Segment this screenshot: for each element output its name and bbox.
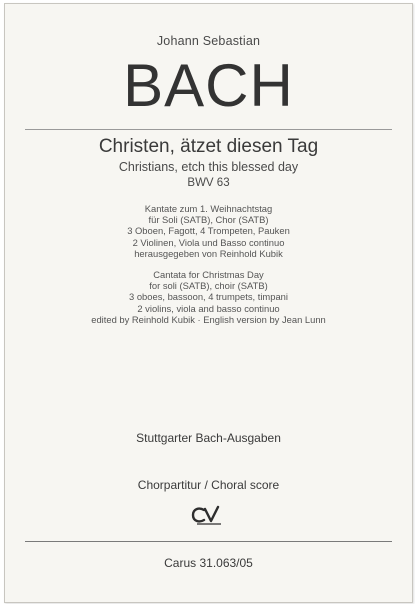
description-line: herausgegeben von Reinhold Kubik <box>134 247 283 259</box>
description-line: 3 Oboen, Fagott, 4 Trompeten, Pauken <box>127 225 290 237</box>
bwv-number: BWV 63 <box>187 177 230 189</box>
description-line: Kantate zum 1. Weihnachtstag <box>144 203 273 214</box>
description-line: Cantata for Christmas Day <box>153 269 264 280</box>
german-description <box>5 203 412 259</box>
top-divider <box>25 129 392 130</box>
english-description <box>5 269 412 325</box>
score-cover <box>4 3 413 603</box>
work-title-german: Christen, ätzet diesen Tag <box>98 136 319 157</box>
work-title-english: Christians, etch this blessed day <box>118 160 299 174</box>
edition-type: Chorpartitur / Choral score <box>137 478 280 492</box>
description-line: for soli (SATB), choir (SATB) <box>149 280 268 292</box>
description-line: für Soli (SATB), Chor (SATB) <box>148 214 269 226</box>
description-line: 2 Violinen, Viola und Basso continuo <box>132 236 285 248</box>
series-name: Stuttgarter Bach-Ausgaben <box>136 431 281 445</box>
description-line: 3 oboes, bassoon, 4 trumpets, timpani <box>129 291 288 303</box>
bottom-divider <box>25 541 392 542</box>
catalog-number: Carus 31.063/05 <box>164 556 253 570</box>
description-line: 2 violins, viola and basso continuo <box>137 302 280 314</box>
composer-surname: BACH <box>123 52 294 119</box>
carus-cv-logo-icon <box>191 504 225 526</box>
composer-first-names: Johann Sebastian <box>156 34 261 48</box>
description-line: edited by Reinhold Kubik · English version by Jean Lunn <box>91 313 326 325</box>
